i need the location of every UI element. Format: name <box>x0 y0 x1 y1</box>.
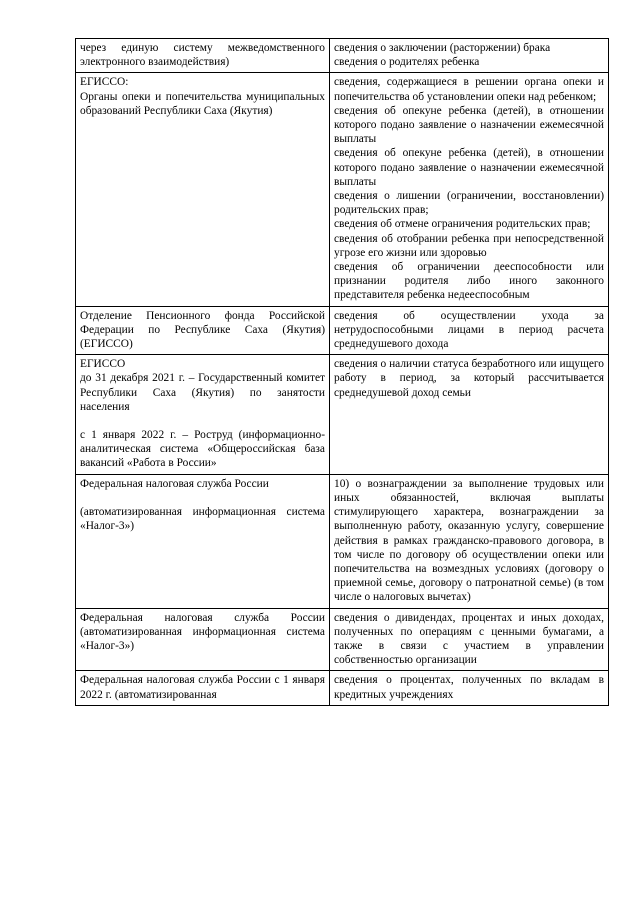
blank-line <box>80 414 325 428</box>
document-page <box>75 38 603 706</box>
table-row <box>76 671 609 705</box>
source-cell <box>76 306 330 355</box>
table-row <box>76 355 609 474</box>
blank-line <box>80 491 325 505</box>
cell-text: 10) о вознаграждении за выполнение трудовых или иных обязанностей, включая выплаты стимулирующего характера, вознаграждении за выполненную работу, оказанную услугу, совершение действия в рамках гражданско-правового договора, в том числе по договору об осуществлении опеки или попечительства на возмездных условиях (договору о приемной семье, договору о патронатной семье) (в том числе о налоговых вычетах) <box>334 477 604 604</box>
info-cell <box>330 306 609 355</box>
data-sources-table <box>75 38 609 706</box>
info-cell <box>330 39 609 73</box>
info-cell <box>330 355 609 474</box>
table-row <box>76 474 609 608</box>
cell-text: Федеральная налоговая служба России (автоматизированная информационная система «Налог-3») <box>80 611 325 652</box>
cell-text: Федеральная налоговая служба России с 1 января 2022 г. (автоматизированная <box>80 674 325 701</box>
info-cell <box>330 608 609 671</box>
cell-text: сведения об осуществлении ухода за нетрудоспособными лицами в период расчета среднедушевого дохода <box>334 309 604 351</box>
table-row <box>76 306 609 355</box>
cell-text: с 1 января 2022 г. – Роструд (информационно-аналитическая система «Общероссийская база вакансий «Работа в России» <box>80 429 325 470</box>
cell-text: (автоматизированная информационная система «Налог-3») <box>80 505 325 533</box>
cell-text: ЕГИССО <box>80 358 126 371</box>
cell-text: сведения об опекуне ребенка (детей), в отношении которого подано заявление о назначении ежемесячной выплаты <box>334 104 604 146</box>
cell-text: Органы опеки и попечительства муниципальных образований Республики Саха (Якутия) <box>80 90 325 117</box>
info-cell <box>330 474 609 608</box>
cell-text: сведения об ограничении дееспособности или признании родителя либо иного законного представителя ребенка недееспособным <box>334 261 604 302</box>
cell-text: Отделение Пенсионного фонда Российской Федерации по Республике Саха (Якутия) (ЕГИССО) <box>80 309 325 351</box>
cell-text: сведения о заключении (расторжении) брака <box>334 42 551 54</box>
table-row <box>76 39 609 73</box>
source-cell <box>76 474 330 608</box>
cell-text: сведения, содержащиеся в решении органа опеки и попечительства об установлении опеки над ребенком; <box>334 76 604 103</box>
source-cell <box>76 73 330 306</box>
table-row <box>76 608 609 671</box>
cell-text: сведения об опекуне ребенка (детей), в отношении которого подано заявление о назначении ежемесячной выплаты <box>334 147 604 188</box>
cell-text: сведения о процентах, полученных по вкладам в кредитных учреждениях <box>334 674 604 701</box>
table-row <box>76 73 609 306</box>
cell-text: сведения об отмене ограничения родительских прав; <box>334 218 591 231</box>
info-cell <box>330 73 609 306</box>
info-cell <box>330 671 609 705</box>
source-cell <box>76 355 330 474</box>
cell-text: сведения о родителях ребенка <box>334 56 480 69</box>
cell-text: сведения о лишении (ограничении, восстановлении) родительских прав; <box>334 190 604 217</box>
cell-text: до 31 декабря 2021 г. – Государственный комитет Республики Саха (Якутия) по занятости населения <box>80 372 325 413</box>
source-cell <box>76 671 330 705</box>
cell-text: Федеральная налоговая служба России <box>80 477 269 490</box>
cell-text: сведения о наличии статуса безработного или ищущего работу в период, за который рассчитывается среднедушевой доход семьи <box>334 358 604 399</box>
cell-text: ЕГИССО: <box>80 76 129 89</box>
source-cell <box>76 39 330 73</box>
source-cell <box>76 608 330 671</box>
cell-text: сведения о дивидендах, процентах и иных доходах, полученных по операциям с ценными бумагами, а также в связи с участием в управлении собственностью организации <box>334 611 604 667</box>
cell-text: через единую систему межведомственного электронного взаимодействия) <box>80 42 325 69</box>
cell-text: сведения об отобрании ребенка при непосредственной угрозе его жизни или здоровью <box>334 232 604 259</box>
